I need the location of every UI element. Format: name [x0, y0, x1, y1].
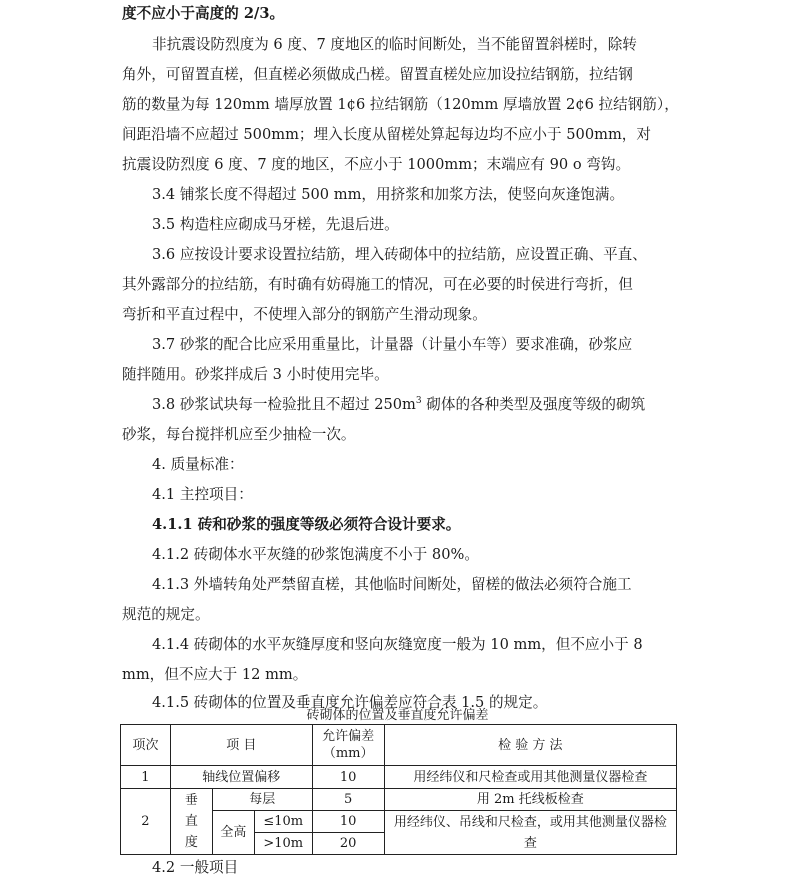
- deviation-table: [120, 724, 677, 855]
- text-line: mm，但不应大于 12 mm。: [122, 666, 308, 683]
- header-cell: 允许偏差（mm）: [312, 725, 384, 766]
- table-cell: 用经纬仪、吊线和尺检查，或用其他测量仪器检查: [384, 811, 676, 855]
- text-line: 3.5 构造柱应砌成马牙槎，先退后进。: [152, 216, 399, 233]
- text-line: 随拌随用。砂浆拌成后 3 小时使用完毕。: [122, 366, 389, 383]
- superscript: 3: [415, 396, 422, 407]
- text-segment: 砌体的各种类型及强度等级的砌筑: [421, 396, 646, 413]
- text-line: 规范的规定。: [122, 606, 210, 623]
- table-cell: 每层: [212, 789, 312, 811]
- table-row: [121, 766, 677, 789]
- table-cell: >10m: [254, 833, 312, 855]
- text-line: 角外，可留置直槎，但直槎必须做成凸槎。留置直槎处应加设拉结钢筋，拉结钢: [122, 66, 633, 83]
- text-segment: 3.8 砂浆试块每一检验批且不超过 250m: [152, 396, 416, 413]
- section-heading: 4.2 一般项目: [152, 859, 239, 876]
- text-line: 4.1.1 砖和砂浆的强度等级必须符合设计要求。: [152, 516, 461, 533]
- text-line: 4.1.3 外墙转角处严禁留直槎，其他临时间断处，留槎的做法必须符合施工: [152, 576, 632, 593]
- text-line: 筋的数量为每 120mm 墙厚放置 1¢6 拉结钢筋（120mm 厚墙放置 2¢6 拉结钢筋），: [122, 96, 679, 113]
- text-line: [152, 394, 645, 416]
- table-cell: 2: [121, 789, 171, 855]
- text-line: 抗震设防烈度 6 度、7 度的地区，不应小于 1000mm；末端应有 90 o 弯钩。: [122, 156, 631, 173]
- table-cell: 20: [312, 833, 384, 855]
- table-cell: 10: [312, 766, 384, 789]
- table-cell: ≤10m: [254, 811, 312, 833]
- table-header-row: [121, 725, 677, 766]
- header-cell: 项 目: [170, 725, 312, 766]
- header-cell: 检 验 方 法: [384, 725, 676, 766]
- text-line: 4.1.2 砖砌体水平灰缝的砂浆饱满度不小于 80%。: [152, 546, 479, 563]
- text-line: 3.7 砂浆的配合比应采用重量比，计量器（计量小车等）要求准确，砂浆应: [152, 336, 633, 353]
- text-line: 度不应小于高度的 2/3。: [122, 5, 285, 22]
- text-line: 砂浆，每台搅拌机应至少抽检一次。: [122, 426, 356, 443]
- text-line: 4.1.5 砖砌体的位置及垂直度允许偏差应符合表 1.5 的规定。: [152, 694, 548, 711]
- text-line: 3.4 铺浆长度不得超过 500 mm，用挤浆和加浆方法，使竖向灰逢饱满。: [152, 186, 625, 203]
- table-cell: 1: [121, 766, 171, 789]
- table-cell: 10: [312, 811, 384, 833]
- text-line: 3.6 应按设计要求设置拉结筋，埋入砖砌体中的拉结筋，应设置正确、平直、: [152, 246, 647, 263]
- table-cell: 轴线位置偏移: [170, 766, 312, 789]
- text-line: 间距沿墙不应超过 500mm；埋入长度从留槎处算起每边均不应小于 500mm，对: [122, 126, 651, 143]
- table-cell: 垂直度: [170, 789, 212, 855]
- table-cell: 用 2m 托线板检查: [384, 789, 676, 811]
- table-cell: 全高: [212, 811, 254, 855]
- text-line: 弯折和平直过程中，不使埋入部分的钢筋产生滑动现象。: [122, 306, 487, 323]
- section-heading: 4. 质量标准：: [152, 456, 244, 473]
- header-cell: 项次: [121, 725, 171, 766]
- text-line: 其外露部分的拉结筋，有时确有妨碍施工的情况，可在必要的时侯进行弯折，但: [122, 276, 633, 293]
- table-caption: 砖砌体的位置及垂直度允许偏差: [306, 708, 489, 723]
- text-line: 非抗震设防烈度为 6 度、7 度地区的临时间断处，当不能留置斜槎时，除转: [152, 36, 637, 53]
- table-cell: 5: [312, 789, 384, 811]
- section-heading: 4.1 主控项目：: [152, 486, 253, 503]
- table-cell: 用经纬仪和尺检查或用其他测量仪器检查: [384, 766, 676, 789]
- text-line: 4.1.4 砖砌体的水平灰缝厚度和竖向灰缝宽度一般为 10 mm，但不应小于 8: [152, 636, 643, 653]
- table-row: [121, 789, 677, 811]
